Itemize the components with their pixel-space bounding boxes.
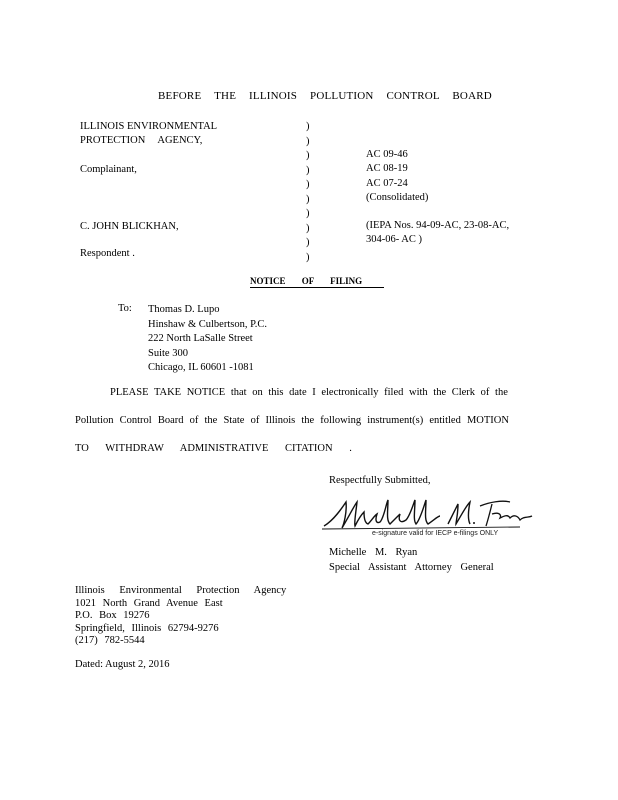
recipient-address — [148, 303, 267, 376]
agency-street: 1021 North Grand Avenue East — [75, 597, 223, 609]
body-line-2: Pollution Control Board of the State of Illinois the following instrument(s) entitled MOTION — [75, 415, 509, 426]
case-number: AC 08-19 — [366, 163, 408, 174]
notice-heading: NOTICE OF FILING — [250, 276, 384, 288]
paren: ) — [306, 193, 310, 205]
iepa-numbers-line2: 304-06- AC ) — [366, 234, 422, 245]
recipient-suite: Suite 300 — [148, 347, 188, 359]
agency-city: Springfield, Illinois 62794-9276 — [75, 622, 219, 634]
dated-line: Dated: August 2, 2016 — [75, 659, 170, 670]
caption-respondent-name: C. JOHN BLICKHAN, — [80, 221, 179, 232]
signer-title: Special Assistant Attorney General — [329, 562, 494, 573]
paren: ) — [306, 237, 310, 248]
recipient-city: Chicago, IL 60601 -1081 — [148, 362, 254, 373]
to-label: To: — [118, 303, 132, 314]
recipient-street: 222 North LaSalle Street — [148, 333, 253, 344]
paren: ) — [306, 150, 310, 161]
caption-agency-line1: ILLINOIS ENVIRONMENTAL — [80, 121, 218, 132]
paren: ) — [306, 135, 310, 147]
paren: ) — [306, 251, 310, 263]
body-line-3: TO WITHDRAW ADMINISTRATIVE CITATION . — [75, 443, 352, 454]
agency-name: Illinois Environmental Protection Agency — [75, 585, 287, 596]
paren: ) — [306, 121, 310, 132]
caption-respondent: Respondent . — [80, 248, 135, 259]
body-line-1: PLEASE TAKE NOTICE that on this date I electronically filed with the Clerk of the — [110, 387, 508, 398]
consolidated-label: (Consolidated) — [366, 192, 429, 203]
document-title: BEFORE THE ILLINOIS POLLUTION CONTROL BOARD — [158, 90, 492, 102]
agency-phone: (217) 782-5544 — [75, 635, 145, 646]
recipient-name: Thomas D. Lupo — [148, 304, 220, 315]
recipient-firm: Hinshaw & Culbertson, P.C. — [148, 318, 268, 330]
case-number: AC 09-46 — [366, 149, 408, 160]
agency-address — [75, 585, 286, 648]
signature-image — [320, 490, 535, 535]
closing-text: Respectfully Submitted, — [329, 475, 431, 486]
signature-validity-note: e-signature valid for IECP e-filings ONLY — [372, 530, 499, 537]
paren: ) — [306, 164, 310, 176]
paren: ) — [306, 208, 310, 219]
iepa-numbers-line1: (IEPA Nos. 94-09-AC, 23-08-AC, — [366, 220, 510, 231]
caption-agency-line2: PROTECTION AGENCY, — [80, 135, 203, 146]
case-number: AC 07-24 — [366, 178, 408, 189]
agency-po-box: P.O. Box 19276 — [75, 610, 150, 621]
signer-name: Michelle M. Ryan — [329, 547, 418, 558]
caption-complainant: Complainant, — [80, 164, 137, 175]
caption-parens — [306, 120, 310, 265]
paren: ) — [306, 179, 310, 190]
paren: ) — [306, 222, 310, 234]
